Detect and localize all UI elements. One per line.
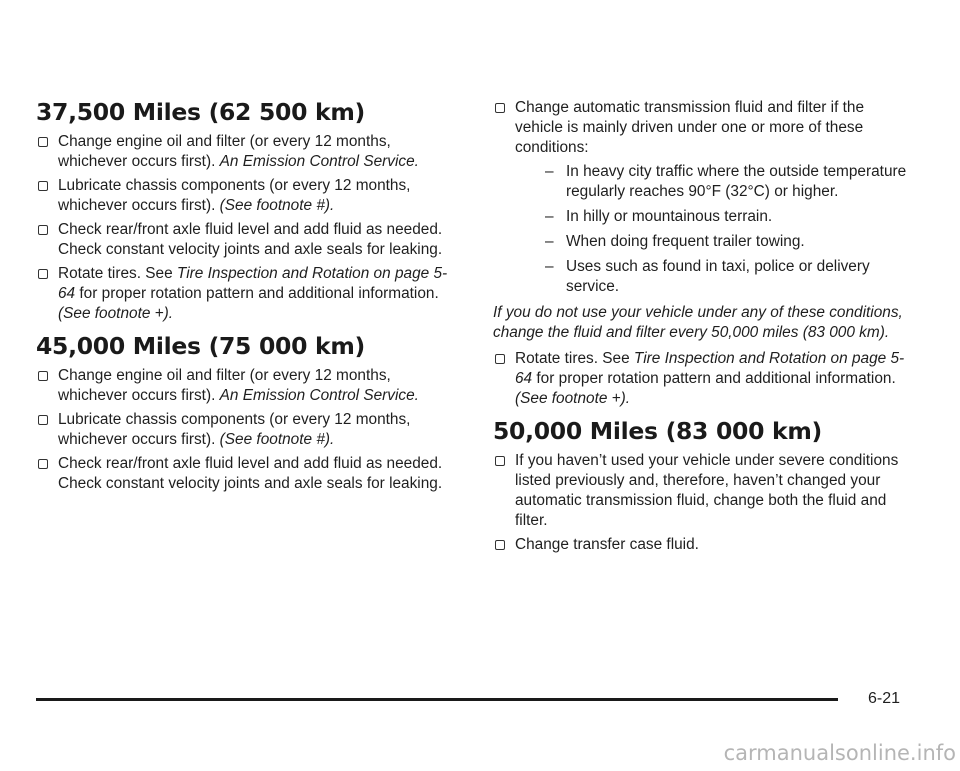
checkbox-icon bbox=[38, 371, 48, 381]
cross-reference-link[interactable]: Tire Inspection and Rotation on page 5-64 bbox=[58, 265, 448, 302]
footer-rule bbox=[36, 698, 838, 701]
note-text: If you do not use your vehicle under any of these conditions, change the fluid and filter every 50,000 miles (83 000 km). bbox=[493, 304, 903, 341]
condition-item: – In heavy city traffic where the outside temperature regularly reaches 90°F (32°C) or higher. bbox=[545, 163, 907, 200]
checklist-item: Rotate tires. See Tire Inspection and Rotation on page 5-64 for proper rotation pattern and additional information. (See footnote +). bbox=[493, 349, 913, 409]
right-column bbox=[493, 98, 913, 559]
checkbox-icon bbox=[495, 540, 505, 550]
heading-45000-miles: 45,000 Miles (75 000 km) bbox=[36, 332, 365, 360]
checklist-item: Lubricate chassis components (or every 12 months, whichever occurs first). (See footnote #). bbox=[36, 176, 456, 216]
checklist-item: Change engine oil and filter (or every 12 months, whichever occurs first). An Emission Control Service. bbox=[36, 132, 456, 172]
checkbox-icon bbox=[38, 181, 48, 191]
checklist-item: Check rear/front axle fluid level and add fluid as needed. Check constant velocity joints and axle seals for leaking. bbox=[36, 454, 456, 494]
checklist-item: Change engine oil and filter (or every 12 months, whichever occurs first). An Emission Control Service. bbox=[36, 366, 456, 406]
dash-bullet-icon: – bbox=[545, 208, 554, 225]
checkbox-icon bbox=[38, 415, 48, 425]
condition-item: – In hilly or mountainous terrain. bbox=[545, 208, 773, 225]
checklist-item: Change transfer case fluid. bbox=[493, 535, 913, 555]
dash-bullet-icon: – bbox=[545, 258, 554, 275]
checklist-item: Lubricate chassis components (or every 12 months, whichever occurs first). (See footnote #). bbox=[36, 410, 456, 450]
left-column bbox=[36, 98, 456, 498]
page-number: 6-21 bbox=[868, 690, 901, 707]
checkbox-icon bbox=[495, 103, 505, 113]
checkbox-icon bbox=[38, 225, 48, 235]
heading-50000-miles: 50,000 Miles (83 000 km) bbox=[493, 417, 822, 445]
checklist-item: Rotate tires. See Tire Inspection and Rotation on page 5-64 for proper rotation pattern and additional information. (See footnote +). bbox=[36, 264, 456, 324]
checkbox-icon bbox=[38, 459, 48, 469]
checkbox-icon bbox=[38, 137, 48, 147]
watermark: carmanualsonline.info bbox=[723, 741, 956, 765]
dash-bullet-icon: – bbox=[545, 233, 554, 250]
condition-item: – When doing frequent trailer towing. bbox=[545, 233, 805, 250]
cross-reference-link[interactable]: Tire Inspection and Rotation on page 5-64 bbox=[515, 350, 905, 387]
checkbox-icon bbox=[495, 354, 505, 364]
checklist-item: Check rear/front axle fluid level and add fluid as needed. Check constant velocity joints and axle seals for leaking. bbox=[36, 220, 456, 260]
dash-bullet-icon: – bbox=[545, 163, 554, 180]
condition-item: – Uses such as found in taxi, police or delivery service. bbox=[545, 258, 870, 295]
checkbox-icon bbox=[38, 269, 48, 279]
checklist-item: Change automatic transmission fluid and filter if the vehicle is mainly driven under one or more of these conditions: bbox=[493, 98, 913, 158]
checklist-item: If you haven’t used your vehicle under severe conditions listed previously and, therefore, haven’t changed your automatic transmission fluid, change both the fluid and filter. bbox=[493, 451, 913, 531]
heading-37500-miles: 37,500 Miles (62 500 km) bbox=[36, 98, 365, 126]
checkbox-icon bbox=[495, 456, 505, 466]
